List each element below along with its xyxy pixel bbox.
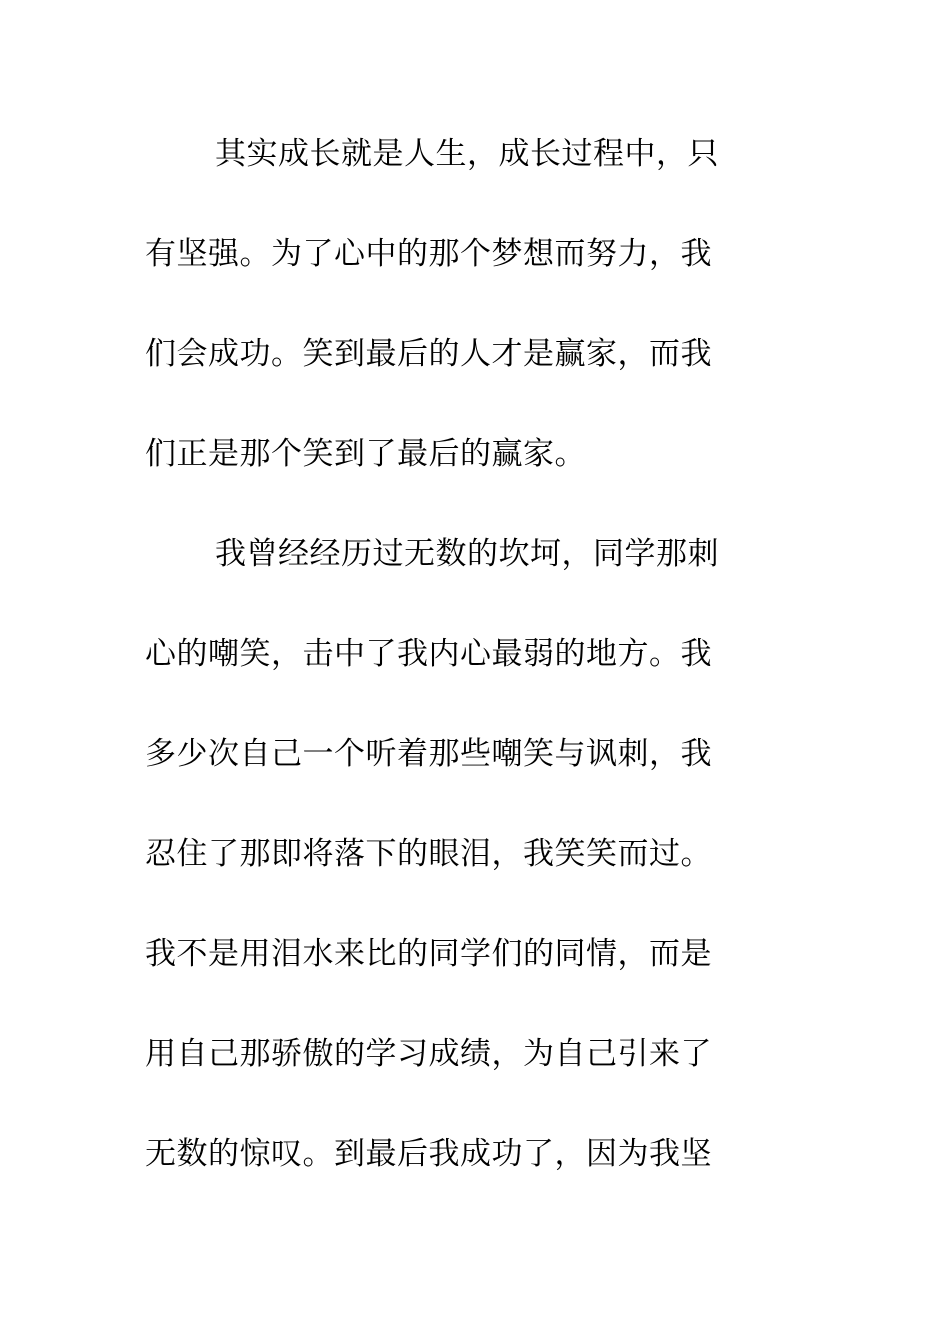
paragraph-line: 我不是用泪水来比的同学们的同情，而是 xyxy=(145,936,712,972)
paragraph-2 xyxy=(145,525,785,1225)
paragraph-line: 其实成长就是人生，成长过程中，只 xyxy=(215,136,719,172)
paragraph-line: 们正是那个笑到了最后的赢家。 xyxy=(145,436,586,472)
paragraph-line: 忍住了那即将落下的眼泪，我笑笑而过。 xyxy=(145,836,712,872)
paragraph-line: 们会成功。笑到最后的人才是赢家，而我 xyxy=(145,336,712,372)
paragraph-line: 无数的惊叹。到最后我成功了，因为我坚 xyxy=(145,1136,712,1172)
paragraph-line: 有坚强。为了心中的那个梦想而努力，我 xyxy=(145,236,712,272)
paragraph-line: 我曾经经历过无数的坎坷，同学那刺 xyxy=(215,536,719,572)
paragraph-line: 多少次自己一个听着那些嘲笑与讽刺，我 xyxy=(145,736,712,772)
paragraph-line: 用自己那骄傲的学习成绩，为自己引来了 xyxy=(145,1036,712,1072)
paragraph-line: 心的嘲笑，击中了我内心最弱的地方。我 xyxy=(145,636,712,672)
body-text xyxy=(145,125,785,1225)
paragraph-1 xyxy=(145,125,785,525)
